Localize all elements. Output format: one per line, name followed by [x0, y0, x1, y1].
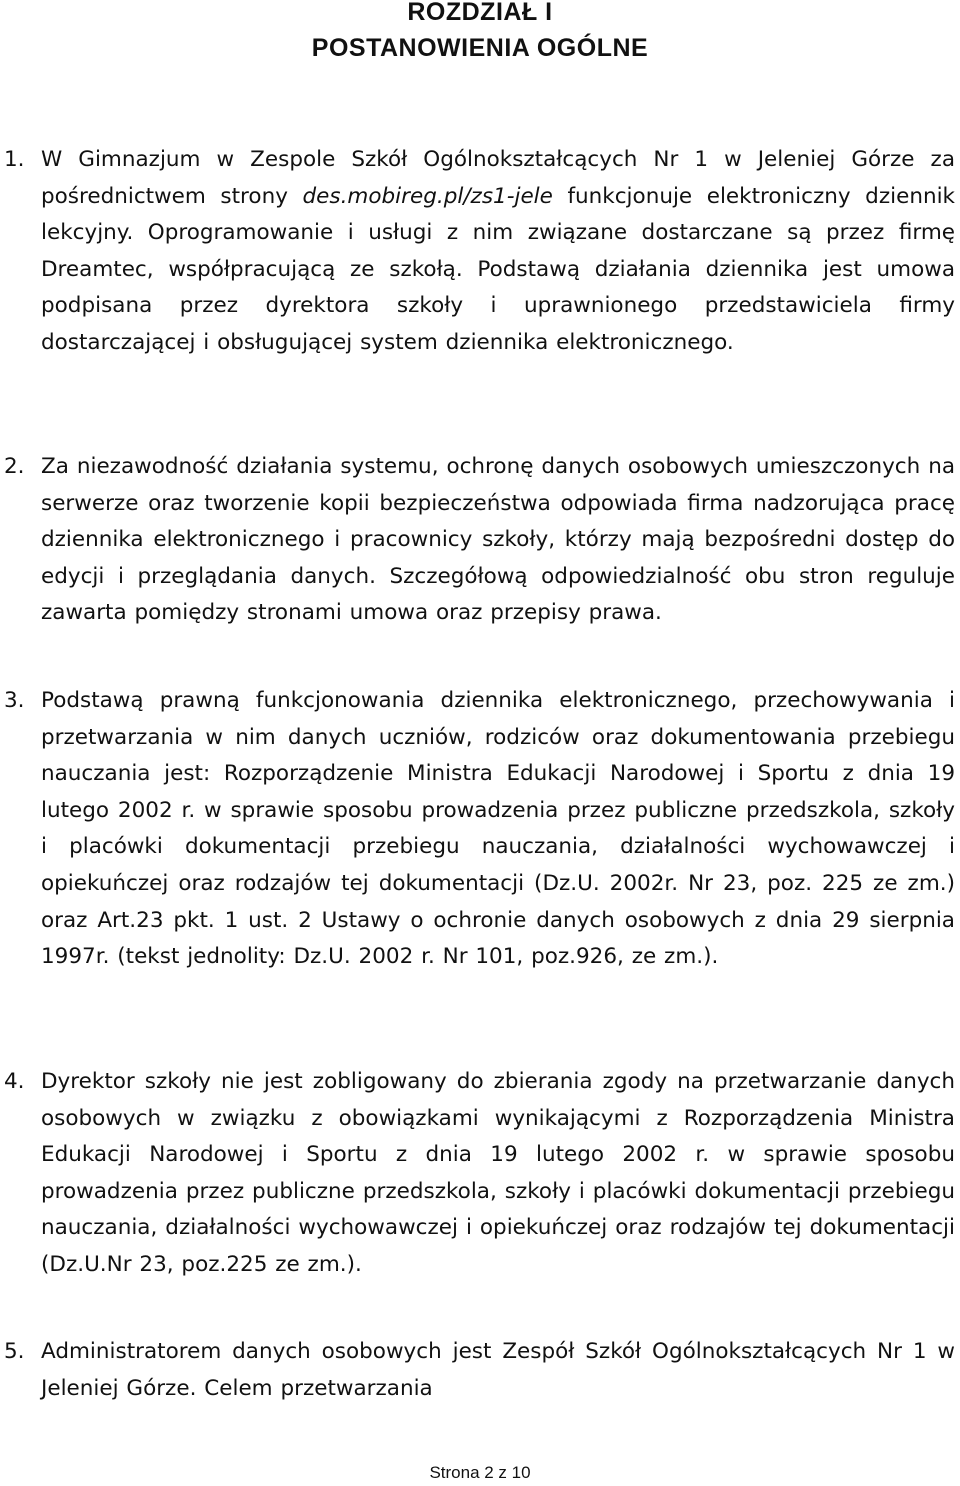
item-text [41, 142, 955, 362]
item-number: 4. [4, 1069, 25, 1094]
chapter-title: ROZDZIAŁ I [407, 0, 553, 26]
item-text: Administratorem danych osobowych jest Zespół Szkół Ogólnokształcących Nr 1 w Jeleniej Górze. Celem przetwarzania [41, 1339, 955, 1401]
item-text-part: funkcjonuje elektroniczny dziennik lekcyjny. Oprogramowanie i usługi z nim związane dostarczane są przez firmę Dreamtec, współpracującą ze szkołą. Podstawą działania dziennika jest umowa podpisana przez dyrektora szkoły i uprawnionego przedstawiciela firmy dostarczającej i obsługującej system dziennika elektronicznego. [41, 183, 955, 355]
item-number: 1. [4, 147, 25, 172]
page-number: Strona 2 z 10 [429, 1463, 531, 1482]
chapter-subtitle: POSTANOWIENIA OGÓLNE [311, 34, 649, 62]
item-text: Podstawą prawną funkcjonowania dziennika elektronicznego, przechowywania i przetwarzania w nim danych uczniów, rodziców oraz dokumentowania przebiegu nauczania jest: Rozporządzenie Ministra Edukacji Narodowej i Sportu z dnia 19 lutego 2002 r. w sprawie sposobu prowadzenia przez publiczne przedszkola, szkoły i placówki dokumentacji przebiegu nauczania, działalności wychowawczej i opiekuńczej oraz rodzajów tej dokumentacji (Dz.U. 2002r. Nr 23, poz. 225 ze zm.) oraz Art.23 pkt. 1 ust. 2 Ustawy o ochronie danych osobowych z dnia 29 sierpnia 1997r. (tekst jednolity: Dz.U. 2002 r. Nr 101, poz.926, ze zm.). [41, 688, 955, 970]
item-text: Za niezawodność działania systemu, ochronę danych osobowych umieszczonych na serwerze oraz tworzenie kopii bezpieczeństwa odpowiada firma nadzorująca pracę dziennika elektronicznego i pracownicy szkoły, którzy mają bezpośredni dostęp do edycji i przeglądania danych. Szczegółową odpowiedzialność obu stron reguluje zawarta pomiędzy stronami umowa oraz przepisy prawa. [41, 454, 955, 626]
item-number: 2. [4, 454, 25, 479]
item-text: Dyrektor szkoły nie jest zobligowany do zbierania zgody na przetwarzanie danych osobowych w związku z obowiązkami wynikającymi z Rozporządzenia Ministra Edukacji Narodowej i Sportu z dnia 19 lutego 2002 r. w sprawie sposobu prowadzenia przez publiczne przedszkola, szkoły i placówki dokumentacji przebiegu nauczania, działalności wychowawczej i opiekuńczej oraz rodzajów tej dokumentacji (Dz.U.Nr 23, poz.225 ze zm.). [41, 1069, 955, 1277]
item-text-part: W Gimnazjum w Zespole Szkół Ogólnokształcących Nr 1 w Jeleniej Górze za pośrednictwem strony [41, 147, 955, 209]
item-number: 3. [4, 688, 25, 713]
item-number: 5. [4, 1339, 25, 1364]
website-link: des.mobireg.pl/zs1-jele [302, 183, 553, 209]
